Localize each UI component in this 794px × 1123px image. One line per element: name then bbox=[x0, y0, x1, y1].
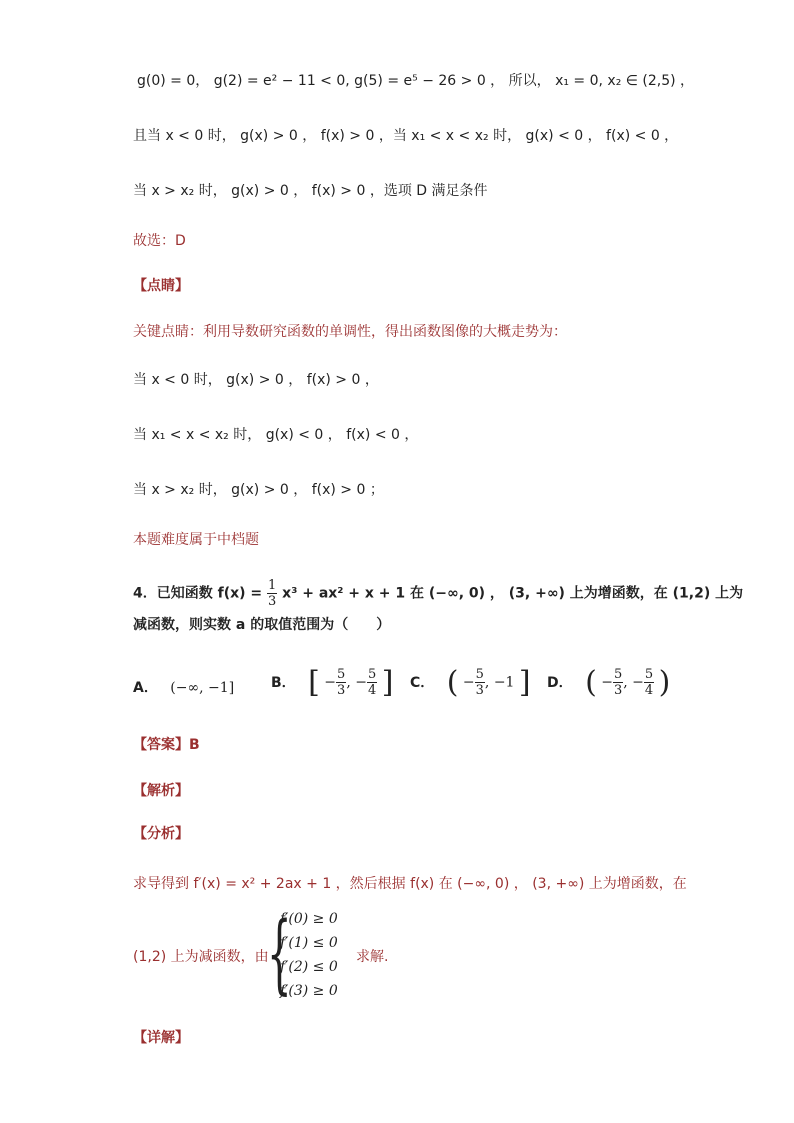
analysis-line-1: 求导得到 f′(x) = x² + 2ax + 1 ，然后根据 f(x) 在 (−∞, 0) ， (3, +∞) 上为增函数，在 bbox=[133, 876, 687, 892]
analysis-line-2-suffix: 求解. bbox=[356, 949, 389, 965]
system-row-2: f′(1) ≤ 0 bbox=[280, 935, 338, 951]
bracket-right-icon: ] bbox=[518, 665, 531, 700]
line-g-values: g(0) = 0， g(2) = e² − 11 < 0, g(5) = e⁵ − 26 > 0 ， 所以， x₁ = 0, x₂ ∈ (2,5) ， bbox=[137, 73, 695, 89]
bracket-right-icon: ] bbox=[381, 665, 394, 700]
question-4-suffix: x³ + ax² + x + 1 在 (−∞, 0) ， (3, +∞) 上为增函数，在 (1,2) 上为 bbox=[282, 585, 744, 602]
line-difficulty: 本题难度属于中档题 bbox=[133, 532, 259, 548]
system-brace-icon: { bbox=[267, 904, 292, 1004]
question-4-line-2: 减函数，则实数 a 的取值范围为（ ） bbox=[133, 617, 391, 633]
system-row-1: f′(0) ≥ 0 bbox=[280, 911, 338, 927]
line-sign-analysis-1: 且当 x < 0 时， g(x) > 0 ， f(x) > 0 ，当 x₁ < x < x₂ 时， g(x) < 0 ， f(x) < 0 ， bbox=[133, 128, 679, 144]
heading-jiexi: 【解析】 bbox=[133, 783, 189, 799]
option-d[interactable]: D． ( − $\frac{5}{3}$ , − $\frac{5}{4}$ ) bbox=[547, 665, 671, 700]
bracket-left-icon: [ bbox=[308, 665, 320, 700]
line-choose-d: 故选：D bbox=[133, 233, 186, 249]
heading-dianjing: 【点睛】 bbox=[133, 278, 189, 294]
option-a[interactable] bbox=[133, 677, 234, 697]
fraction-one-third bbox=[267, 578, 277, 609]
line-trend-1: 当 x < 0 时， g(x) > 0 ， f(x) > 0 ， bbox=[133, 372, 379, 388]
line-trend-3: 当 x > x₂ 时， g(x) > 0 ， f(x) > 0 ； bbox=[133, 482, 384, 498]
line-trend-2: 当 x₁ < x < x₂ 时， g(x) < 0 ， f(x) < 0 ， bbox=[133, 427, 419, 443]
fraction-denominator: 3 bbox=[268, 594, 277, 609]
paren-left-icon: ( bbox=[446, 665, 459, 700]
option-c-label: C． bbox=[410, 674, 435, 691]
option-b[interactable]: B． [ − $\frac{5}{3}$ , − $\frac{5}{4}$ ] bbox=[271, 665, 394, 700]
system-row-3: f′(2) ≤ 0 bbox=[280, 959, 338, 975]
option-a-label: A． bbox=[133, 680, 158, 696]
option-a-value: (−∞, −1] bbox=[170, 680, 235, 696]
heading-xiangjie: 【详解】 bbox=[133, 1030, 189, 1046]
heading-fenxi: 【分析】 bbox=[133, 826, 189, 842]
fraction-numerator: 1 bbox=[268, 578, 277, 593]
paren-right-icon: ) bbox=[658, 665, 671, 700]
system-row-4: f′(3) ≥ 0 bbox=[280, 983, 338, 999]
analysis-line-2-prefix: (1,2) 上为减函数，由 bbox=[133, 949, 269, 965]
line-sign-analysis-2: 当 x > x₂ 时， g(x) > 0 ， f(x) > 0 ，选项 D 满足条件 bbox=[133, 183, 488, 199]
question-4-prefix: 4．已知函数 f(x) = bbox=[133, 585, 268, 602]
option-d-label: D． bbox=[547, 674, 573, 691]
question-4-line-1 bbox=[133, 578, 743, 609]
line-key-point: 关键点睛：利用导数研究函数的单调性，得出函数图像的大概走势为： bbox=[133, 324, 567, 340]
paren-left-icon: ( bbox=[585, 665, 597, 700]
option-c[interactable]: C． ( − $\frac{5}{3}$ , −1 ] bbox=[410, 665, 531, 700]
answer-line: 【答案】B bbox=[133, 737, 200, 753]
option-b-label: B． bbox=[271, 674, 296, 691]
